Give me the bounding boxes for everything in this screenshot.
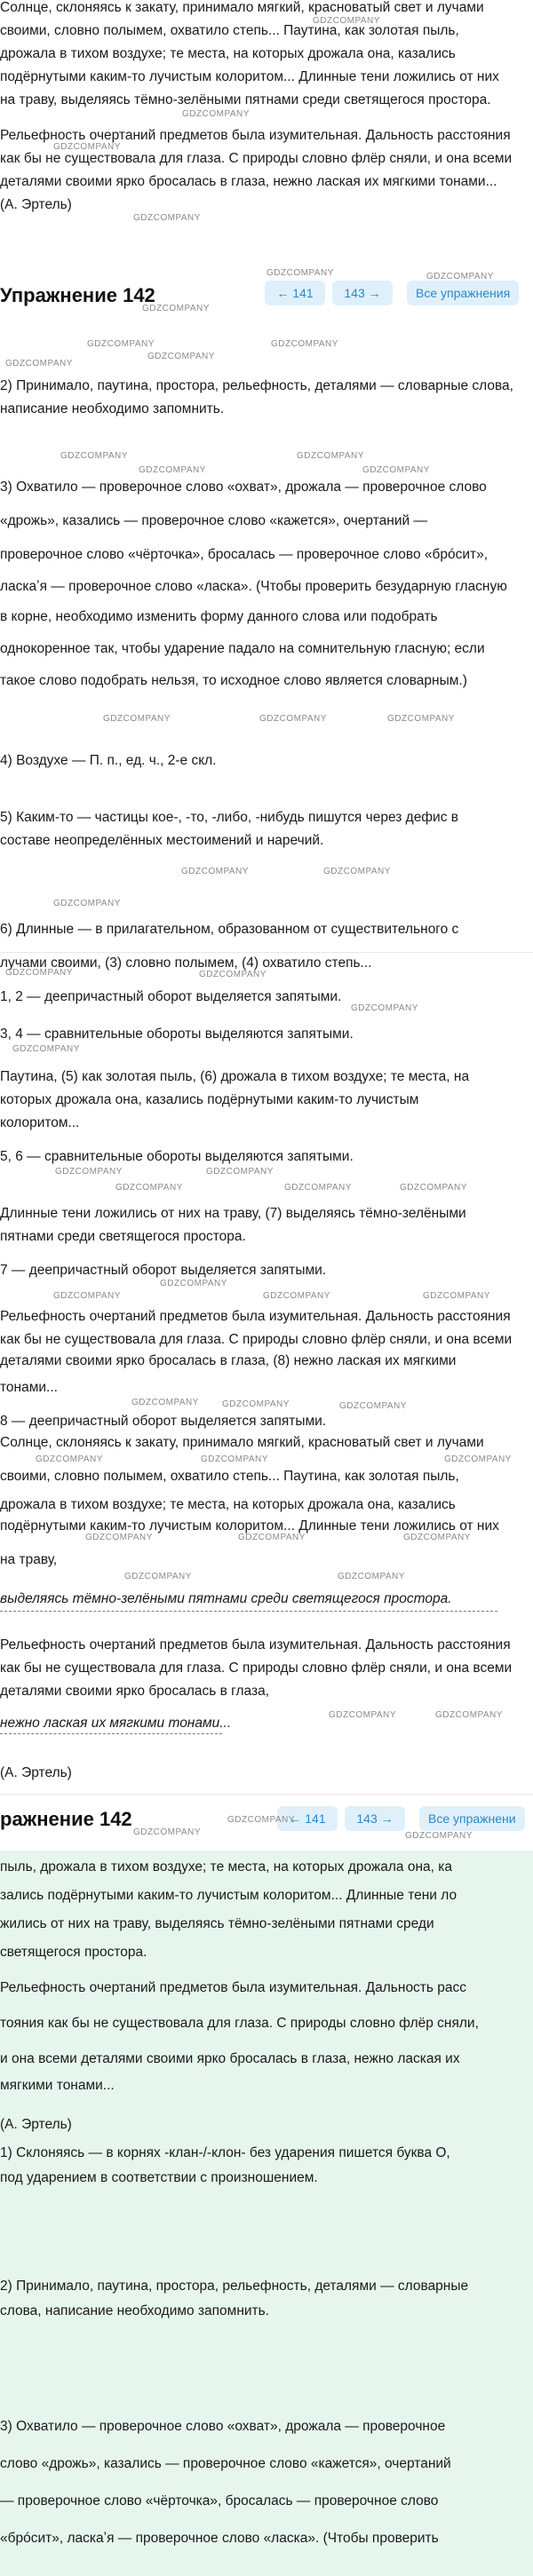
text-line: которых дрожала она, казались подёрнутыми каким-то лучистым [0,1092,419,1107]
watermark: GDZCOMPANY [53,142,121,152]
watermark: GDZCOMPANY [266,268,334,278]
text-line: деталями своими ярко бросалась в глаза, (8) нежно лаская их мягкими [0,1353,457,1368]
text-line: пыль, дрожала в тихом воздухе; те места, на которых дрожала она, ка [0,1859,453,1875]
text-line: 8 — деепричастный оборот выделяется запятыми. [0,1414,327,1429]
note-3-line: в корне, необходимо изменить форму данного слова или подобрать [0,609,438,624]
note-6: 6) Длинные — в прилагательном, образованном от существительного с [0,922,459,937]
text-line: Паутина, (5) как золотая пыль, (6) дрожала в тихом воздухе; те места, на [0,1069,470,1084]
watermark: GDZCOMPANY [182,109,250,119]
text-line: Рельефность очертаний предметов была изумительная. Дальность расс [0,1980,467,1995]
note-3-line: «брócит», ласкаʼя — проверочное слово «ласка». (Чтобы проверить [0,2531,439,2546]
note-4: 4) Воздухе — П. п., ед. ч., 2-е скл. [0,753,217,768]
watermark: GDZCOMPANY [124,1572,192,1581]
watermark: GDZCOMPANY [5,359,73,369]
note-5-line: составе неопределённых местоимений и наречий. [0,833,324,848]
text-line: и она всеми деталями своими ярко бросалась в глаза, нежно лаская их [0,2051,460,2066]
underline [0,1611,497,1612]
watermark: GDZCOMPANY [142,304,210,313]
text-line: Рельефность очертаний предметов была изумительная. Дальность расстояния [0,128,511,143]
author-line: (А. Эртель) [0,1765,72,1780]
text-line: 3, 4 — сравнительные обороты выделяются запятыми. [0,1026,354,1042]
watermark: GDZCOMPANY [199,970,266,979]
note-1-line: под ударением в соответствии с произношением. [0,2170,318,2185]
note-3-line: однокоренное так, чтобы ударение падало на сомнительную гласную; если [0,641,485,656]
divider [0,1794,533,1795]
watermark: GDZCOMPANY [351,1003,418,1013]
watermark: GDZCOMPANY [339,1401,407,1411]
text-line: колоритом... [0,1115,80,1130]
text-line: тонами... [0,1380,58,1395]
watermark: GDZCOMPANY [103,714,171,724]
watermark: GDZCOMPANY [338,1572,405,1581]
solution-panel [0,1851,533,2576]
text-line: пятнами среди светящегося простора. [0,1229,246,1244]
all-exercises-button[interactable]: Все упражнения [407,281,519,305]
text-line: своими, словно полымем, охватило степь... Паутина, как золотая пыль, [0,1469,459,1484]
text-line: как бы не существовала для глаза. С природы словно флёр сняли, и она всеми [0,1661,513,1676]
watermark: GDZCOMPANY [323,867,391,876]
watermark: GDZCOMPANY [403,1533,471,1542]
note-2-line: написание необходимо запомнить. [0,401,225,416]
text-line: лучами своими, (3) словно полымем, (4) охватило степь... [0,955,372,971]
watermark: GDZCOMPANY [297,451,364,461]
watermark: GDZCOMPANY [259,714,327,724]
watermark: GDZCOMPANY [53,899,121,908]
note-3-line: «дрожь», казались — проверочное слово «кажется», очертаний — [0,513,427,528]
prev-exercise-button[interactable]: ← 141 [265,281,325,305]
page-title: Упражнение 142 [0,284,155,306]
watermark: GDZCOMPANY [53,1291,121,1301]
watermark: GDZCOMPANY [5,968,73,978]
all-exercises-button[interactable]: Все упражнени [419,1806,525,1831]
divider [0,952,533,953]
watermark: GDZCOMPANY [284,1183,352,1193]
note-1-line: 1) Склоняясь — в корнях -клан-/-клон- без ударения пишется буква О, [0,2145,450,2160]
note-3-line: слово «дрожь», казались — проверочное слово «кажется», очертаний [0,2456,451,2471]
note-3-line: 3) Охватило — проверочное слово «охват», дрожала — проверочное [0,2419,446,2434]
watermark: GDZCOMPANY [133,1827,201,1837]
watermark: GDZCOMPANY [133,213,201,223]
watermark: GDZCOMPANY [238,1533,306,1542]
watermark: GDZCOMPANY [201,1454,268,1464]
text-line: своими, словно полымем, охватило степь... Паутина, как золотая пыль, [0,23,459,38]
text-line: подёрнутыми каким-то лучистым колоритом... Длинные тени ложились от них [0,1518,499,1534]
watermark: GDZCOMPANY [139,465,206,475]
text-line: мягкими тонами... [0,2078,115,2093]
text-line: тояния как бы не существовала для глаза. С природы словно флёр сняли, [0,2016,479,2031]
exercise-header-repeat [0,1795,533,1851]
text-line: деталями своими ярко бросалась в глаза, [0,1684,270,1699]
author-line: (А. Эртель) [0,197,72,212]
text-line: 1, 2 — деепричастный оборот выделяется запятыми. [0,989,342,1004]
analysis-panel-continued [0,1376,533,1739]
note-3-line: проверочное слово «чёрточка», бросалась — проверочное слово «брócит», [0,547,489,562]
watermark: GDZCOMPANY [181,867,249,876]
text-line: 5, 6 — сравнительные обороты выделяются запятыми. [0,1149,354,1164]
watermark: GDZCOMPANY [131,1398,199,1407]
watermark: GDZCOMPANY [206,1167,274,1177]
watermark: GDZCOMPANY [55,1167,123,1177]
exercise-header [0,242,533,330]
note-3-line: ласкаʼя — проверочное слово «ласка». (Чтобы проверить безударную гласную [0,579,507,594]
watermark: GDZCOMPANY [147,352,215,361]
watermark: GDZCOMPANY [263,1291,330,1301]
watermark: GDZCOMPANY [87,339,155,349]
notes-panel [0,330,533,952]
text-line: на траву, выделяясь тёмно-зелёными пятнами среди светящегося простора. [0,92,491,107]
text-line: дрожала в тихом воздухе; те места, на которых дрожала она, казались [0,46,456,61]
watermark: GDZCOMPANY [444,1454,512,1464]
text-line: светящегося простора. [0,1945,147,1960]
watermark: GDZCOMPANY [362,465,430,475]
note-3-line: такое слово подобрать нельзя, то исходное слово является словарным.) [0,673,467,688]
next-exercise-button[interactable]: 143 → [332,281,393,305]
text-line: Солнце, склоняясь к закату, принимало мягкий, красноватый свет и лучами [0,0,484,15]
note-5-line: 5) Каким-то — частицы кое-, -то, -либо, -нибудь пишутся через дефис в [0,810,459,825]
watermark: GDZCOMPANY [426,272,494,281]
note-2-line: 2) Принимало, паутина, простора, рельефность, деталями — словарные [0,2279,469,2294]
watermark: GDZCOMPANY [12,1044,80,1054]
text-line: Рельефность очертаний предметов была изумительная. Дальность расстояния [0,1637,511,1653]
page-title: ражнение 142 [0,1808,132,1830]
prev-exercise-button[interactable]: ← 141 [277,1806,338,1831]
watermark: GDZCOMPANY [36,1454,103,1464]
author-line: (А. Эртель) [0,2117,72,2132]
watermark: GDZCOMPANY [160,1279,227,1288]
watermark: GDZCOMPANY [222,1399,290,1409]
watermark: GDZCOMPANY [435,1710,503,1720]
text-line: выделяясь тёмно-зелёными пятнами среди светящегося простора. [0,1591,452,1606]
note-2-line: слова, написание необходимо запомнить. [0,2303,270,2318]
watermark: GDZCOMPANY [313,16,380,26]
text-line: Длинные тени ложились от них на траву, (7) выделяясь тёмно-зелёными [0,1206,466,1221]
watermark: GDZCOMPANY [85,1533,153,1542]
watermark: GDZCOMPANY [329,1710,396,1720]
text-line: 7 — деепричастный оборот выделяется запятыми. [0,1263,327,1278]
note-2-line: 2) Принимало, паутина, простора, рельефность, деталями — словарные слова, [0,378,513,393]
next-exercise-button[interactable]: 143 → [345,1806,405,1831]
watermark: GDZCOMPANY [115,1183,183,1193]
text-line: Рельефность очертаний предметов была изумительная. Дальность расстояния [0,1309,511,1324]
analysis-panel [0,954,533,1376]
watermark: GDZCOMPANY [60,451,128,461]
text-line: жились от них на траву, выделяясь тёмно-зелёными пятнами среди [0,1916,434,1931]
watermark: GDZCOMPANY [387,714,455,724]
exercise-text-panel [0,0,533,240]
text-line: нежно лаская их мягкими тонами... [0,1716,232,1731]
text-line: подёрнутыми каким-то лучистым колоритом... Длинные тени ложились от них [0,69,499,84]
watermark: GDZCOMPANY [227,1815,295,1825]
text-line: зались подёрнутыми каким-то лучистым колоритом... Длинные тени ло [0,1888,457,1903]
text-line: Солнце, склоняясь к закату, принимало мягкий, красноватый свет и лучами [0,1435,484,1450]
watermark: GDZCOMPANY [423,1291,490,1301]
text-line: как бы не существовала для глаза. С природы словно флёр сняли, и она всеми [0,151,513,166]
text-line: деталями своими ярко бросалась в глаза, нежно лаская их мягкими тонами... [0,174,497,189]
watermark: GDZCOMPANY [405,1831,473,1841]
text-line: дрожала в тихом воздухе; те места, на которых дрожала она, казались [0,1497,456,1512]
text-line: как бы не существовала для глаза. С природы словно флёр сняли, и она всеми [0,1332,513,1347]
note-3-line: 3) Охватило — проверочное слово «охват», дрожала — проверочное слово [0,480,487,495]
watermark: GDZCOMPANY [271,339,338,349]
underline [0,1733,222,1734]
watermark: GDZCOMPANY [400,1183,467,1193]
text-line: на траву, [0,1552,58,1567]
note-3-line: — проверочное слово «чёрточка», бросалась — проверочное слово [0,2493,439,2509]
